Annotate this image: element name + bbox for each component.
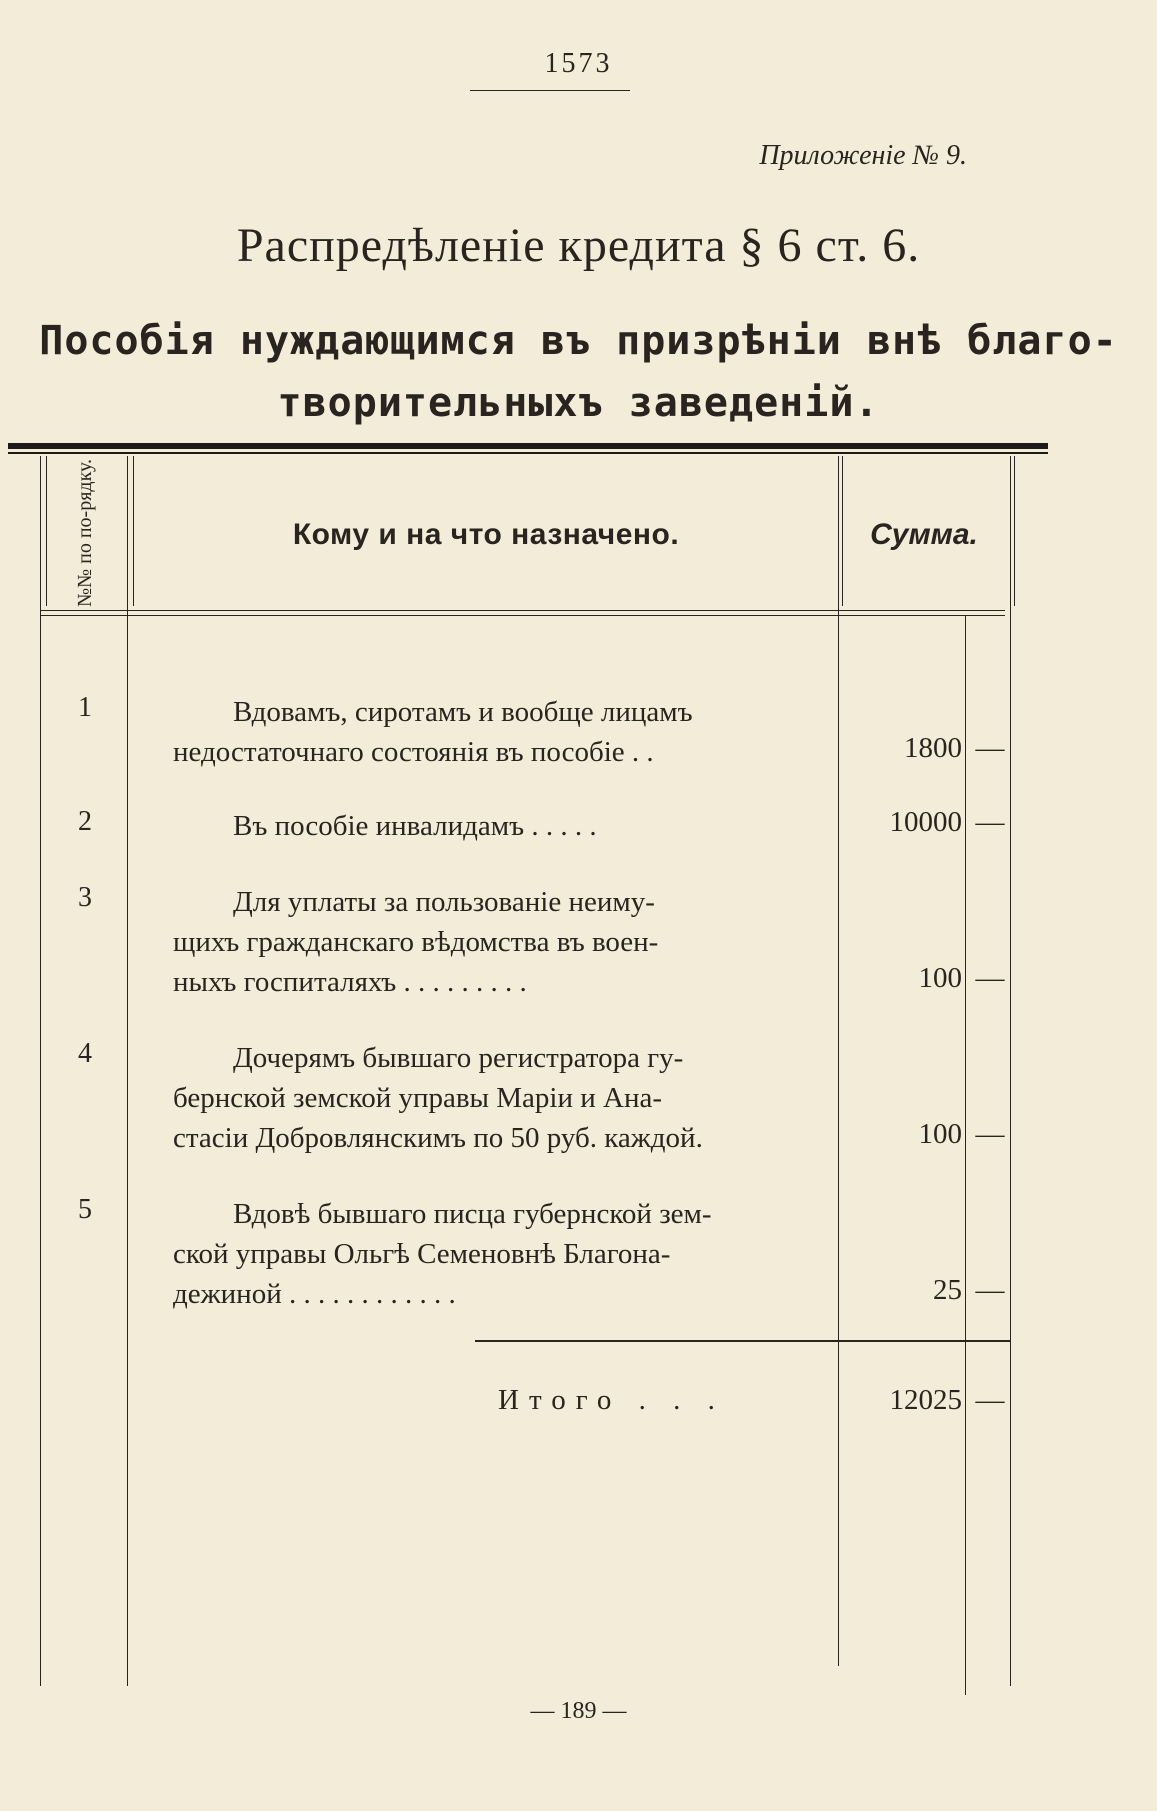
table-border-right-inner — [1014, 456, 1015, 606]
row-line: Дочерямъ бывшаго регистратора гу- — [233, 1042, 684, 1074]
column-header-number-text: №№ по по-рядку. — [74, 458, 96, 608]
table-border-right — [1010, 456, 1011, 1686]
row-sum: 100 — [918, 1118, 962, 1150]
row-line: дежиной . . . . . . . . . . . . — [173, 1278, 456, 1310]
row-description — [173, 692, 813, 772]
row-line: бернской земской управы Маріи и Ана- — [173, 1082, 663, 1114]
subtitle-line-2: творительныхъ заведеній. — [277, 380, 880, 426]
row-description — [173, 882, 813, 1002]
appendix-label: Приложеніе № 9. — [759, 140, 967, 171]
column-divider-2 — [838, 456, 839, 1666]
row-description — [173, 1038, 813, 1158]
header-bottom-rule — [40, 610, 1005, 611]
page-number-bottom: — 189 — — [530, 1698, 627, 1724]
row-number: 1 — [78, 692, 92, 723]
row-kopecks: — — [975, 732, 1005, 764]
row-line: ныхъ госпиталяхъ . . . . . . . . . — [173, 966, 527, 998]
page-title: Распредѣленіе кредита § 6 ст. 6. — [236, 219, 921, 272]
row-description — [173, 806, 813, 846]
total-rule — [475, 1340, 1010, 1342]
row-line: недостаточнаго состоянія въ пособіе . . — [173, 736, 654, 768]
row-line: Вдовамъ, сиротамъ и вообще лицамъ — [233, 696, 693, 728]
column-header-number — [40, 458, 130, 608]
header-rule-thin — [8, 452, 1048, 454]
row-number: 4 — [78, 1038, 92, 1069]
row-kopecks: — — [975, 1118, 1005, 1150]
row-kopecks: — — [975, 1274, 1005, 1306]
column-header-sum: Сумма. — [870, 518, 978, 551]
subtitle-line-1: Пособія нуждающимся въ призрѣніи внѣ благо- — [39, 318, 1118, 364]
row-kopecks: — — [975, 962, 1005, 994]
header-rule-thick — [8, 443, 1048, 449]
row-number: 5 — [78, 1194, 92, 1225]
header-bottom-rule-2 — [40, 615, 1005, 616]
row-sum: 1800 — [904, 732, 962, 764]
row-line: ской управы Ольгѣ Семеновнѣ Благона- — [173, 1238, 671, 1270]
row-description — [173, 1194, 813, 1314]
column-header-description: Кому и на что назначено. — [292, 518, 680, 551]
row-line: Для уплаты за пользованіе неиму- — [233, 886, 655, 918]
table-border-left — [40, 456, 41, 1686]
row-kopecks: — — [975, 806, 1005, 838]
column-divider-2-inner — [842, 456, 843, 606]
total-kopecks: — — [975, 1384, 1005, 1416]
top-rule — [470, 90, 630, 91]
column-divider-3 — [965, 615, 966, 1695]
column-divider-1 — [127, 456, 128, 1686]
row-line: щихъ гражданскаго вѣдомства въ воен- — [173, 926, 659, 958]
row-number: 3 — [78, 882, 92, 913]
row-line: стасіи Добровлянскимъ по 50 руб. каждой. — [173, 1122, 703, 1154]
row-line: Въ пособіе инвалидамъ . . . . . — [233, 810, 597, 842]
total-sum: 12025 — [889, 1384, 962, 1416]
total-label: Итого . . . — [498, 1384, 725, 1416]
row-sum: 10000 — [889, 806, 962, 838]
row-number: 2 — [78, 806, 92, 837]
row-sum: 25 — [933, 1274, 962, 1306]
row-line: Вдовѣ бывшаго писца губернской зем- — [233, 1198, 712, 1230]
page-number-top: 1573 — [544, 48, 613, 79]
row-sum: 100 — [918, 962, 962, 994]
